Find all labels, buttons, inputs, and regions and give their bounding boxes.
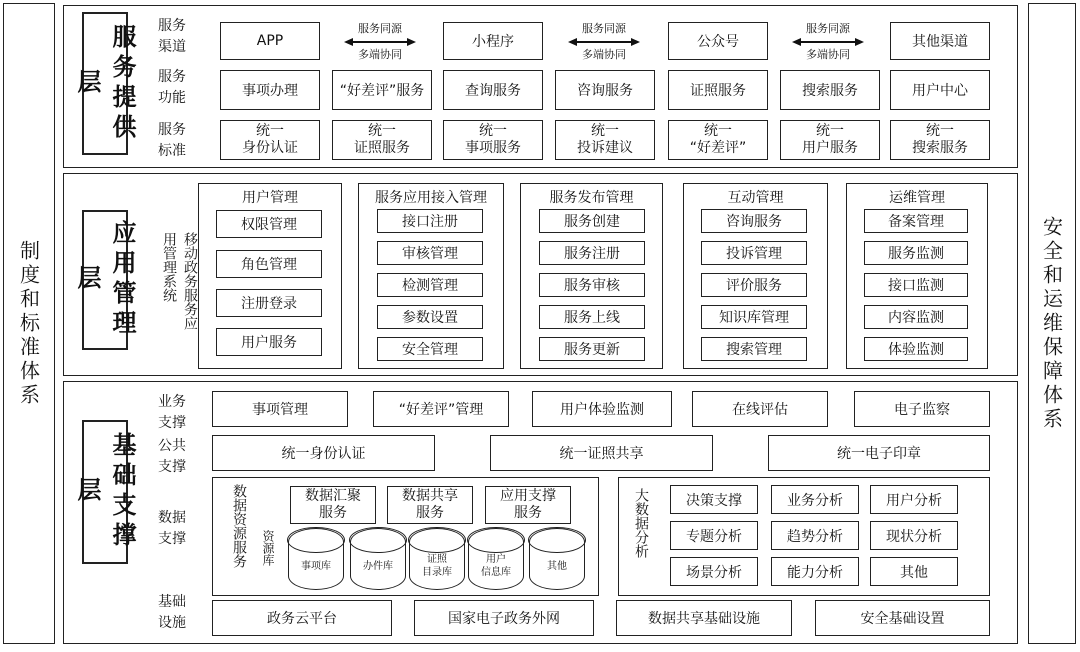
data-service-item: [290, 486, 376, 524]
db-label-line-1: 用户: [486, 554, 506, 565]
standards-system-label: 制度和标准体系: [16, 239, 41, 408]
standard-line-1: 统一: [816, 123, 844, 139]
group-item: 服务更新: [539, 337, 645, 361]
standard-line-2: “好差评”: [689, 140, 747, 156]
group-item: 接口监测: [864, 273, 968, 297]
arrow-bottom-text: 多端协同: [582, 48, 626, 61]
group-title: 用户管理: [242, 190, 298, 206]
standard-item: [443, 120, 543, 160]
standard-item: [555, 120, 655, 160]
group-item: 咨询服务: [701, 209, 807, 233]
arrow-top-text: 服务同源: [358, 22, 402, 35]
analysis-item: 趋势分析: [771, 521, 859, 550]
business-item: 电子监察: [854, 391, 990, 427]
group-item: 服务审核: [539, 273, 645, 297]
infra-item: 数据共享基础设施: [616, 600, 792, 636]
standard-line-1: 统一: [368, 123, 396, 139]
channel-app: APP: [220, 22, 320, 60]
double-arrow-icon: [344, 38, 416, 46]
group-item: 审核管理: [377, 241, 483, 265]
analysis-item: 场景分析: [670, 557, 758, 586]
group-item: 权限管理: [216, 210, 322, 238]
standard-line-2: 投诉建议: [577, 140, 633, 156]
database-cylinder: [350, 528, 406, 590]
db-label: 事项库: [301, 560, 331, 572]
group-item: 接口注册: [377, 209, 483, 233]
double-arrow-icon: [792, 38, 864, 46]
db-label-line-2: 信息库: [481, 567, 511, 578]
analysis-item: 用户分析: [870, 485, 958, 514]
group-item: 注册登录: [216, 289, 322, 317]
public-item: 统一电子印章: [768, 435, 990, 471]
resource-lib-label: 资源库: [261, 530, 275, 566]
arrow-top-text: 服务同源: [582, 22, 626, 35]
business-label: 业务支撑: [158, 394, 186, 431]
app-system-label: 移动政务服务应用管理系统: [161, 232, 198, 330]
analysis-item: 能力分析: [771, 557, 859, 586]
channel-arrow-3: [792, 22, 864, 62]
function-item: 证照服务: [668, 70, 768, 110]
group-title: 服务应用接入管理: [375, 190, 487, 206]
standard-line-1: 统一: [591, 123, 619, 139]
business-item: 用户体验监测: [532, 391, 672, 427]
group-item: 服务创建: [539, 209, 645, 233]
analysis-item: 其他: [870, 557, 958, 586]
group-item: 投诉管理: [701, 241, 807, 265]
app-layer-title-box: [73, 210, 136, 350]
group-title: 互动管理: [727, 190, 784, 206]
bigdata-label-wrap: [630, 488, 648, 584]
service-line-1: 数据汇聚: [305, 488, 361, 504]
standard-line-2: 身份认证: [242, 140, 298, 156]
channel-arrow-2: [568, 22, 640, 62]
public-item: 统一证照共享: [490, 435, 713, 471]
base-layer-title-box: [73, 420, 136, 564]
infra-item: 国家电子政务外网: [414, 600, 594, 636]
db-label-line-1: 证照: [427, 554, 447, 565]
standard-item: [220, 120, 320, 160]
functions-label: 服务功能: [158, 69, 186, 106]
arrow-bottom-text: 多端协同: [358, 48, 402, 61]
service-line-2: 服务: [416, 505, 444, 521]
standard-item: [332, 120, 432, 160]
double-arrow-icon: [568, 38, 640, 46]
standard-line-1: 统一: [704, 123, 732, 139]
group-item: 体验监测: [864, 337, 968, 361]
data-service-item: [387, 486, 473, 524]
group-item: 安全管理: [377, 337, 483, 361]
service-line-1: 数据共享: [402, 488, 458, 504]
group-title: 服务发布管理: [549, 190, 634, 206]
group-item: 用户服务: [216, 328, 322, 356]
data-resource-label-wrap: [228, 484, 246, 584]
channel-official-account: 公众号: [668, 22, 768, 60]
database-cylinder: [288, 528, 344, 590]
public-label: 公共支撑: [158, 438, 186, 475]
group-item: 参数设置: [377, 305, 483, 329]
function-item: 用户中心: [890, 70, 990, 110]
function-item: 查询服务: [443, 70, 543, 110]
function-item: 搜索服务: [780, 70, 880, 110]
group-title: 运维管理: [889, 190, 945, 206]
standard-item: [890, 120, 990, 160]
standard-line-1: 统一: [926, 123, 954, 139]
analysis-item: 现状分析: [870, 521, 958, 550]
app-system-label-wrap: [158, 232, 198, 342]
business-item: 事项管理: [212, 391, 348, 427]
db-label-line-2: 目录库: [422, 567, 452, 578]
group-item: 备案管理: [864, 209, 968, 233]
data-label: 数据支撑: [158, 510, 186, 547]
bigdata-label: 大数据分析: [633, 488, 649, 558]
db-label: 办件库: [363, 560, 393, 572]
service-layer-title-box: [73, 12, 136, 155]
function-item: 事项办理: [220, 70, 320, 110]
app-layer-title: 应用管理层: [73, 220, 136, 340]
standard-item: [668, 120, 768, 160]
standard-line-1: 统一: [256, 123, 284, 139]
security-ops-label: 安全和运维保障体系: [1039, 215, 1064, 432]
group-item: 知识库管理: [701, 305, 807, 329]
business-item: 在线评估: [692, 391, 828, 427]
base-layer-title: 基础支撑层: [73, 432, 136, 552]
service-line-2: 服务: [319, 505, 347, 521]
group-item: 内容监测: [864, 305, 968, 329]
infra-item: 政务云平台: [212, 600, 392, 636]
data-resource-label: 数据资源服务: [231, 484, 247, 568]
public-item: 统一身份认证: [212, 435, 435, 471]
service-layer-title: 服务提供层: [73, 23, 136, 144]
analysis-item: 决策支撑: [670, 485, 758, 514]
group-item: 服务监测: [864, 241, 968, 265]
database-cylinder: [409, 528, 465, 590]
channel-miniprogram: 小程序: [443, 22, 543, 60]
resource-lib-label-wrap: [260, 530, 276, 584]
analysis-item: 专题分析: [670, 521, 758, 550]
standard-item: [780, 120, 880, 160]
group-item: 搜索管理: [701, 337, 807, 361]
standard-line-2: 用户服务: [802, 140, 858, 156]
service-line-1: 应用支撑: [500, 488, 556, 504]
function-item: 咨询服务: [555, 70, 655, 110]
db-label: 其他: [547, 560, 567, 572]
group-item: 服务注册: [539, 241, 645, 265]
channel-arrow-1: [344, 22, 416, 62]
group-item: 服务上线: [539, 305, 645, 329]
security-ops-panel: [1028, 3, 1076, 644]
arrow-bottom-text: 多端协同: [806, 48, 850, 61]
standard-line-1: 统一: [479, 123, 507, 139]
business-item: “好差评”管理: [373, 391, 509, 427]
infra-item: 安全基础设置: [815, 600, 990, 636]
infra-label: 基础设施: [158, 594, 186, 631]
standard-line-2: 搜索服务: [912, 140, 968, 156]
standard-line-2: 事项服务: [465, 140, 521, 156]
group-item: 评价服务: [701, 273, 807, 297]
database-cylinder: [468, 528, 524, 590]
group-item: 角色管理: [216, 250, 322, 278]
standard-line-2: 证照服务: [354, 140, 410, 156]
data-service-item: [485, 486, 571, 524]
standards-label: 服务标准: [158, 122, 186, 159]
channel-other: 其他渠道: [890, 22, 990, 60]
service-line-2: 服务: [514, 505, 542, 521]
function-item: “好差评”服务: [332, 70, 432, 110]
standards-system-panel: [3, 3, 55, 644]
analysis-item: 业务分析: [771, 485, 859, 514]
group-item: 检测管理: [377, 273, 483, 297]
channels-label: 服务渠道: [158, 18, 186, 55]
arrow-top-text: 服务同源: [806, 22, 850, 35]
database-cylinder: [529, 528, 585, 590]
